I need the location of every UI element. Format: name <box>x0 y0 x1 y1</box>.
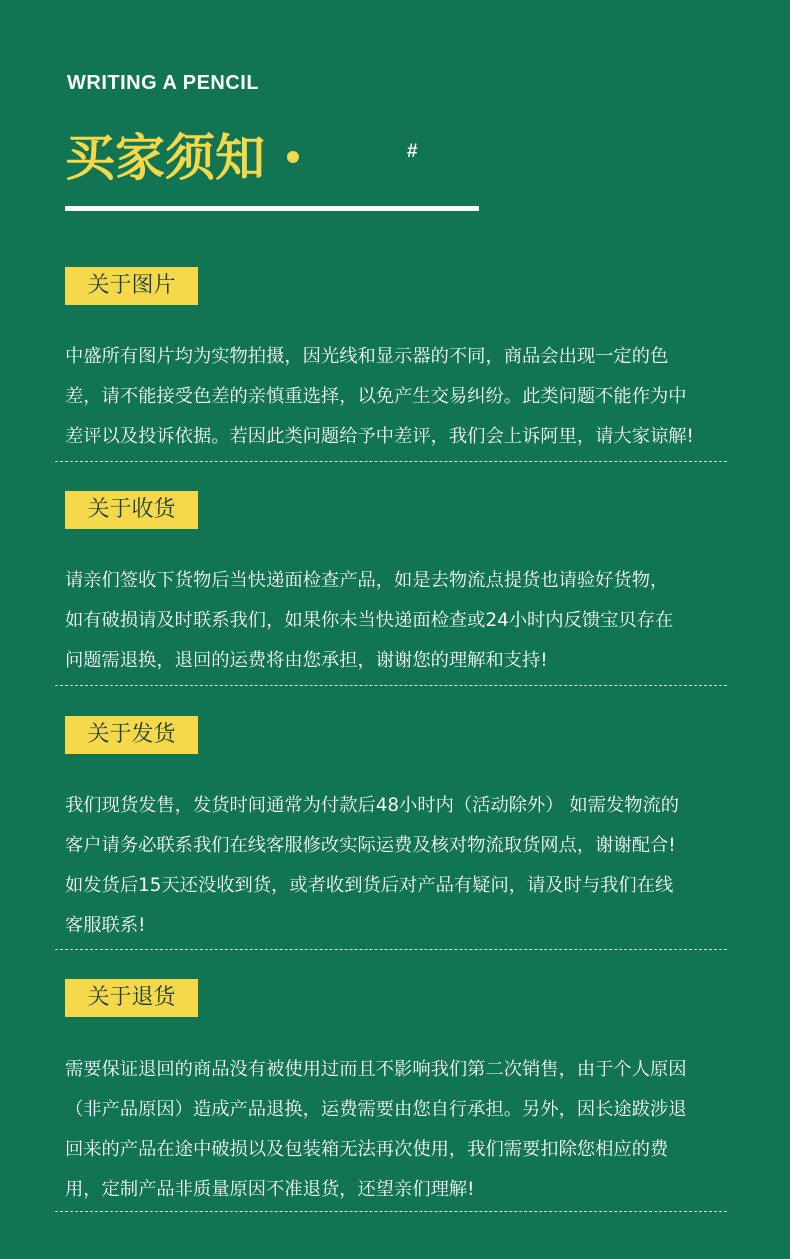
section-text-line: 问题需退换，退回的运费将由您承担，谢谢您的理解和支持! <box>65 650 548 671</box>
section-text-line: 请亲们签收下货物后当快递面检查产品，如是去物流点提货也请验好货物， <box>65 570 669 591</box>
section-divider <box>55 949 727 950</box>
section-text-line: 用，定制产品非质量原因不准退货，还望亲们理解! <box>65 1179 475 1200</box>
section-text-line: 客户请务必联系我们在线客服修改实际运费及核对物流取货网点，谢谢配合! <box>65 835 676 856</box>
section-text-line: 回来的产品在途中破损以及包装箱无法再次使用，我们需要扣除您相应的费 <box>65 1139 669 1160</box>
title-dot <box>287 151 299 163</box>
section-text-line: 差评以及投诉依据。若因此类问题给予中差评，我们会上诉阿里，请大家谅解! <box>65 426 694 447</box>
title-rule <box>65 206 479 211</box>
section-text-line: （非产品原因）造成产品退换，运费需要由您自行承担。另外，因长途跋涉退 <box>65 1099 687 1120</box>
section-text-line: 中盛所有图片均为实物拍摄，因光线和显示器的不同，商品会出现一定的色 <box>65 346 669 367</box>
section-tag-returns: 关于退货 <box>65 979 198 1017</box>
section-divider <box>55 461 727 462</box>
section-text-line: 需要保证退回的商品没有被使用过而且不影响我们第二次销售，由于个人原因 <box>65 1059 687 1080</box>
page-title: 买家须知 <box>65 129 265 187</box>
subtitle: WRITING A PENCIL <box>67 72 260 94</box>
section-tag-images: 关于图片 <box>65 267 198 305</box>
section-text-line: 我们现货发售，发货时间通常为付款后48小时内（活动除外） 如需发物流的 <box>65 795 680 816</box>
section-divider <box>55 1211 727 1212</box>
section-tag-shipping: 关于发货 <box>65 716 198 754</box>
section-text-line: 如有破损请及时联系我们，如果你未当快递面检查或24小时内反馈宝贝存在 <box>65 610 674 631</box>
section-tag-receiving: 关于收货 <box>65 491 198 529</box>
section-text-line: 如发货后15天还没收到货，或者收到货后对产品有疑问，请及时与我们在线 <box>65 875 674 896</box>
section-text-line: 差，请不能接受色差的亲慎重选择，以免产生交易纠纷。此类问题不能作为中 <box>65 386 687 407</box>
section-divider <box>55 685 727 686</box>
hash-mark: # <box>407 141 418 162</box>
section-text-line: 客服联系! <box>65 915 146 936</box>
